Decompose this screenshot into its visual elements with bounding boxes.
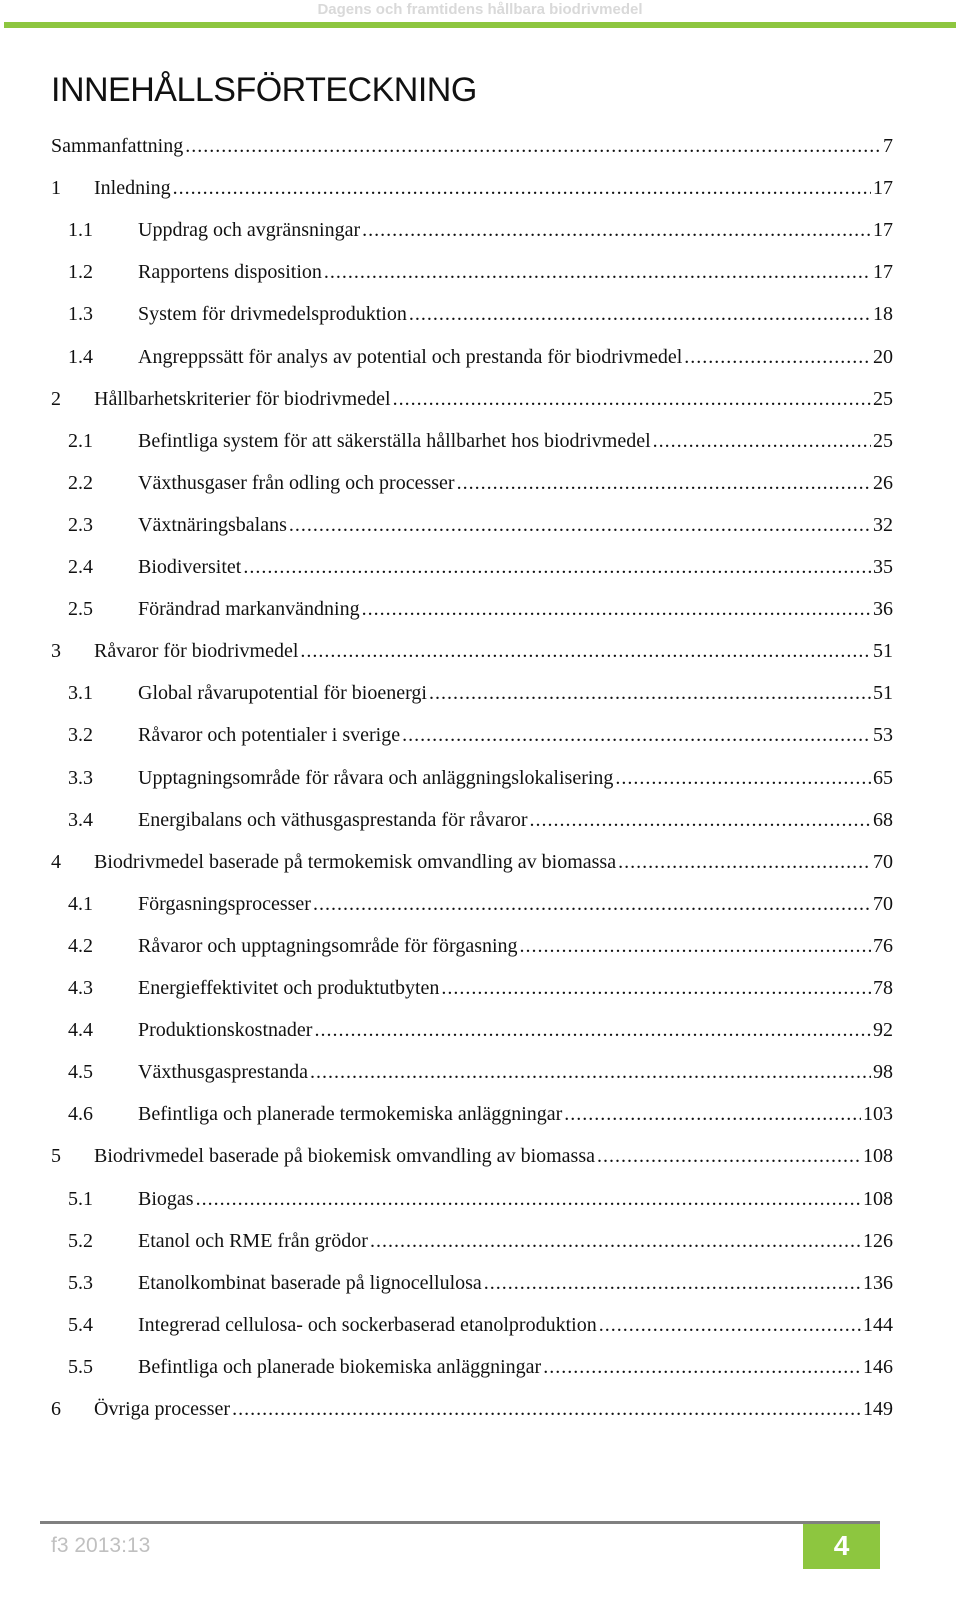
toc-dot-leader [324, 257, 871, 287]
toc-entry[interactable] [0, 847, 960, 877]
toc-entry[interactable] [0, 1268, 960, 1298]
toc-entry-page: 36 [873, 598, 893, 621]
toc-entry-title: Global råvarupotential för bioenergi [138, 682, 427, 705]
toc-entry-page: 17 [873, 177, 893, 200]
toc-entry-row [138, 594, 893, 624]
toc-entry-number: 5.1 [68, 1187, 93, 1210]
toc-dot-leader [310, 1057, 871, 1087]
toc-entry-row [138, 1099, 893, 1129]
toc-entry[interactable] [0, 1057, 960, 1087]
toc-dot-leader [615, 763, 871, 793]
toc-entry-number: 5.5 [68, 1355, 93, 1378]
toc-entry-page: 32 [873, 513, 893, 536]
toc-entry-row [94, 173, 893, 203]
toc-entry-page: 18 [873, 303, 893, 326]
toc-entry-number: 1.2 [68, 261, 93, 284]
toc-entry-number: 3.2 [68, 724, 93, 747]
toc-entry-title: Biodrivmedel baserade på biokemisk omvandling av biomassa [94, 1145, 595, 1168]
toc-entry[interactable] [0, 678, 960, 708]
toc-entry-row [138, 510, 893, 540]
toc-entry-page: 126 [863, 1229, 893, 1252]
toc-entry-page: 136 [863, 1271, 893, 1294]
toc-entry-title: Förändrad markanvändning [138, 598, 360, 621]
toc-entry-page: 103 [863, 1103, 893, 1126]
toc-dot-leader [597, 1141, 861, 1171]
header-rule [4, 22, 956, 28]
toc-dot-leader [564, 1099, 861, 1129]
toc-entry-row [138, 1184, 893, 1214]
toc-dot-leader [393, 384, 871, 414]
toc-entry-row [138, 552, 893, 582]
toc-entry[interactable] [0, 1184, 960, 1214]
toc-entry-page: 92 [873, 1019, 893, 1042]
toc-entry-number: 4.6 [68, 1103, 93, 1126]
toc-entry-row [138, 763, 893, 793]
toc-entry-number: 5 [51, 1145, 61, 1168]
toc-entry-page: 51 [873, 682, 893, 705]
toc-entry[interactable] [0, 552, 960, 582]
toc-entry-row [138, 257, 893, 287]
toc-entry-row [138, 1352, 893, 1382]
toc-entry-page: 70 [873, 892, 893, 915]
toc-entry-page: 98 [873, 1061, 893, 1084]
toc-entry-page: 26 [873, 471, 893, 494]
toc-entry-page: 76 [873, 934, 893, 957]
toc-dot-leader [409, 299, 871, 329]
toc-entry[interactable] [0, 173, 960, 203]
toc-entry-title: Befintliga system för att säkerställa hållbarhet hos biodrivmedel [138, 429, 651, 452]
toc-dot-leader [196, 1184, 861, 1214]
toc-entry-number: 4.4 [68, 1019, 93, 1042]
toc-entry[interactable] [0, 299, 960, 329]
toc-entry[interactable] [0, 1226, 960, 1256]
toc-entry[interactable] [0, 131, 960, 161]
toc-entry-page: 17 [873, 261, 893, 284]
toc-entry-page: 149 [863, 1398, 893, 1420]
toc-entry-title: Uppdrag och avgränsningar [138, 219, 361, 242]
toc-entry-row [138, 342, 893, 372]
toc-entry-page: 108 [863, 1187, 893, 1210]
toc-entry[interactable] [0, 1394, 960, 1424]
toc-entry-number: 5.4 [68, 1313, 93, 1336]
toc-dot-leader [653, 426, 871, 456]
toc-entry-title: Befintliga och planerade biokemiska anläggningar [138, 1355, 542, 1378]
toc-entry-row [94, 847, 893, 877]
toc-entry-number: 3.1 [68, 682, 93, 705]
toc-entry-title: Råvaror och upptagningsområde för förgasning [138, 934, 518, 957]
toc-entry-row [138, 215, 893, 245]
toc-entry-title: Växtnäringsbalans [138, 513, 287, 536]
toc-entry-number: 2.5 [68, 598, 93, 621]
page-number: 4 [833, 1530, 850, 1561]
toc-entry[interactable] [0, 1141, 960, 1171]
toc-entry-page: 78 [873, 977, 893, 999]
toc-dot-leader [313, 889, 871, 919]
toc-entry-title: Energibalans och väthusgasprestanda för råvaror [138, 808, 528, 831]
toc-entry[interactable] [0, 1099, 960, 1129]
footer-rule [40, 1521, 880, 1524]
toc-dot-leader [289, 510, 871, 540]
toc-entry-title: Förgasningsprocesser [138, 892, 311, 915]
toc-entry-row [138, 678, 893, 708]
toc-entry-title: Växthusgasprestanda [138, 1061, 308, 1084]
toc-entry-page: 35 [873, 556, 893, 578]
toc-entry-title: Övriga processer [94, 1398, 231, 1420]
toc-entry-number: 4.2 [68, 934, 93, 957]
toc-entry[interactable] [0, 215, 960, 245]
toc-entry-title: Befintliga och planerade termokemiska anläggningar [138, 1103, 563, 1126]
toc-entry[interactable] [0, 931, 960, 961]
toc-entry-row [138, 299, 893, 329]
toc-entry-title: Angreppssätt för analys av potential och prestanda för biodrivmedel [138, 345, 683, 368]
toc-entry[interactable] [0, 636, 960, 666]
toc-entry-row [94, 636, 893, 666]
toc-entry-row [138, 931, 893, 961]
toc-entry[interactable] [0, 510, 960, 540]
toc-dot-leader [684, 342, 871, 372]
toc-entry-number: 3 [51, 640, 61, 663]
toc-entry-page: 25 [873, 387, 893, 410]
toc-dot-leader [402, 720, 871, 750]
toc-entry[interactable] [0, 426, 960, 456]
toc-entry-row [138, 1310, 893, 1340]
toc-entry-number: 1.3 [68, 303, 93, 326]
toc-entry-title: Sammanfattning [51, 135, 184, 157]
toc-entry-row [138, 468, 893, 498]
toc-entry-number: 4 [51, 850, 61, 873]
toc-dot-leader [618, 847, 871, 877]
toc-entry[interactable] [0, 763, 960, 793]
toc-entry-row [138, 973, 893, 1003]
toc-entry-title: Växthusgaser från odling och processer [138, 471, 455, 494]
toc-entry-page: 144 [863, 1313, 893, 1336]
toc-entry[interactable] [0, 384, 960, 414]
toc-entry-title: Produktionskostnader [138, 1019, 313, 1042]
toc-entry-number: 4.1 [68, 892, 93, 915]
toc-entry-title: Råvaror och potentialer i sverige [138, 724, 401, 747]
toc-entry-number: 2.3 [68, 513, 93, 536]
toc-dot-leader [314, 1015, 871, 1045]
toc-dot-leader [441, 973, 871, 1003]
page-title: INNEHÅLLSFÖRTECKNING [51, 71, 477, 109]
toc-entry-title: Etanol och RME från grödor [138, 1229, 368, 1252]
toc-dot-leader [173, 173, 871, 203]
toc-entry-number: 4.5 [68, 1061, 93, 1084]
toc-entry-title: Biodrivmedel baserade på termokemisk omvandling av biomassa [94, 850, 617, 873]
toc-entry-row [138, 426, 893, 456]
toc-dot-leader [599, 1310, 861, 1340]
toc-entry-title: Råvaror för biodrivmedel [94, 640, 299, 663]
toc-dot-leader [362, 215, 871, 245]
toc-entry-row [138, 1057, 893, 1087]
toc-entry-page: 70 [873, 850, 893, 873]
toc-entry[interactable] [0, 1310, 960, 1340]
toc-entry-title: Etanolkombinat baserade på lignocellulosa [138, 1271, 482, 1294]
toc-dot-leader [185, 131, 881, 161]
toc-entry[interactable] [0, 594, 960, 624]
toc-entry-page: 108 [863, 1145, 893, 1168]
toc-entry-page: 53 [873, 724, 893, 747]
toc-entry-row [138, 1268, 893, 1298]
toc-entry[interactable] [0, 1015, 960, 1045]
toc-entry-number: 4.3 [68, 977, 93, 999]
toc-entry[interactable] [0, 468, 960, 498]
toc-entry-row [138, 1015, 893, 1045]
toc-entry-row [94, 1394, 893, 1424]
toc-entry[interactable] [0, 342, 960, 372]
toc-entry-row [138, 1226, 893, 1256]
toc-entry-title: Inledning [94, 177, 171, 200]
toc-entry-page: 17 [873, 219, 893, 242]
toc-entry-number: 2.2 [68, 471, 93, 494]
toc-entry-number: 2.4 [68, 556, 93, 578]
toc-entry-row [138, 720, 893, 750]
toc-entry-title: Biogas [138, 1187, 194, 1210]
toc-entry-title: Biodiversitet [138, 556, 242, 578]
toc-entry-title: Energieffektivitet och produktutbyten [138, 977, 440, 999]
toc-dot-leader [232, 1394, 861, 1424]
toc-entry-page: 51 [873, 640, 893, 663]
toc-entry-title: Upptagningsområde för råvara och anläggningslokalisering [138, 766, 614, 789]
toc-entry-number: 5.3 [68, 1271, 93, 1294]
toc-entry-title: Hållbarhetskriterier för biodrivmedel [94, 387, 391, 410]
toc-entry-row [94, 1141, 893, 1171]
toc-entry-number: 1.4 [68, 345, 93, 368]
toc-dot-leader [484, 1268, 861, 1298]
toc-entry-page: 68 [873, 808, 893, 831]
toc-entry-number: 3.3 [68, 766, 93, 789]
toc-entry-number: 1 [51, 177, 61, 200]
toc-entry-page: 20 [873, 345, 893, 368]
toc-entry-number: 1.1 [68, 219, 93, 242]
toc-entry[interactable] [0, 805, 960, 835]
toc-entry-page: 25 [873, 429, 893, 452]
toc-entry-row [138, 805, 893, 835]
toc-dot-leader [300, 636, 871, 666]
toc-entry-page: 65 [873, 766, 893, 789]
toc-entry-number: 3.4 [68, 808, 93, 831]
toc-dot-leader [543, 1352, 861, 1382]
toc-dot-leader [457, 468, 871, 498]
toc-entry-title: System för drivmedelsproduktion [138, 303, 407, 326]
running-header: Dagens och framtidens hållbara biodrivmedel [317, 1, 643, 18]
toc-entry[interactable] [0, 973, 960, 1003]
toc-entry[interactable] [0, 720, 960, 750]
toc-dot-leader [429, 678, 871, 708]
toc-entry[interactable] [0, 889, 960, 919]
toc-entry-number: 2 [51, 387, 61, 410]
toc-entry-title: Rapportens disposition [138, 261, 322, 284]
report-id: f3 2013:13 [51, 1534, 151, 1557]
toc-entry-row [51, 131, 893, 161]
toc-entry[interactable] [0, 257, 960, 287]
toc-entry-number: 5.2 [68, 1229, 93, 1252]
toc-dot-leader [529, 805, 871, 835]
toc-entry[interactable] [0, 1352, 960, 1382]
toc-dot-leader [370, 1226, 861, 1256]
toc-entry-title: Integrerad cellulosa- och sockerbaserad etanolproduktion [138, 1313, 597, 1336]
toc-dot-leader [243, 552, 871, 582]
toc-entry-page: 146 [863, 1355, 893, 1378]
toc-entry-row [94, 384, 893, 414]
toc-entry-page: 7 [883, 135, 893, 157]
toc-entry-number: 2.1 [68, 429, 93, 452]
toc-dot-leader [362, 594, 871, 624]
toc-entry-number: 6 [51, 1398, 61, 1420]
toc-dot-leader [520, 931, 871, 961]
toc-entry-row [138, 889, 893, 919]
